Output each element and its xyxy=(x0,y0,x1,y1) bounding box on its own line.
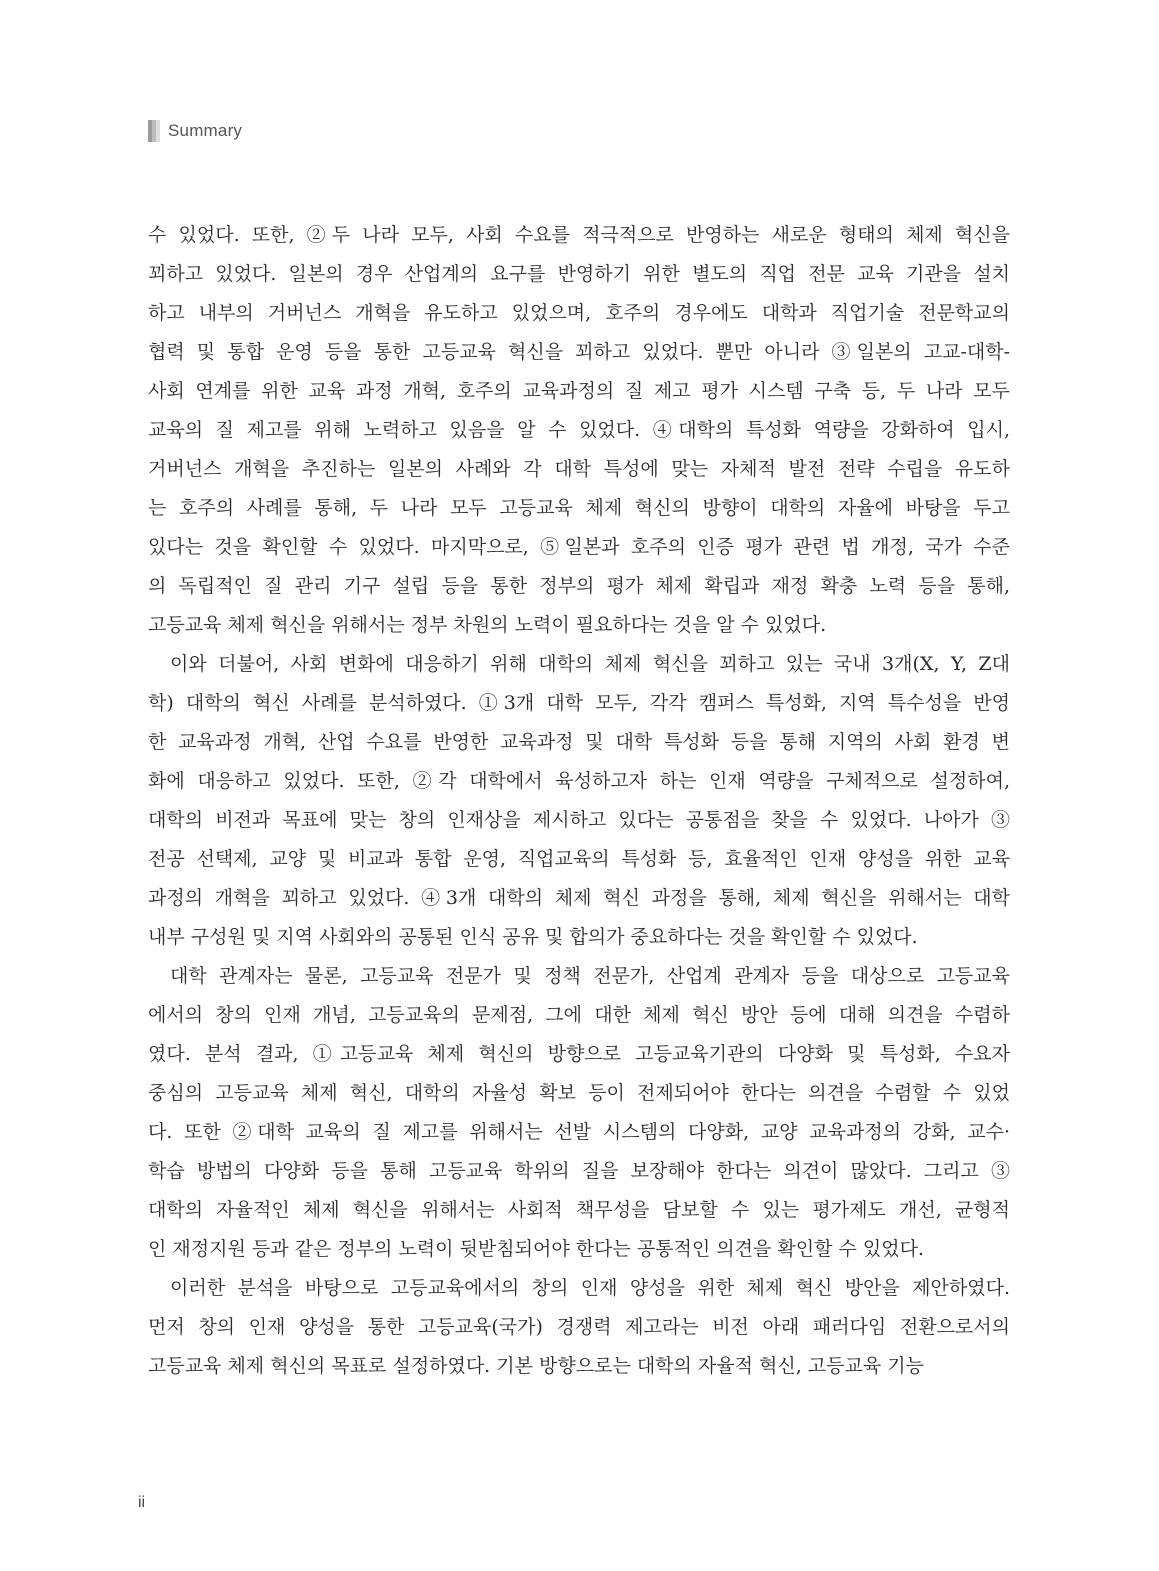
text-line: 내부 구성원 및 지역 사회와의 공통된 인식 공유 및 합의가 중요하다는 것을 확인할 수 있었다. xyxy=(148,926,918,948)
header-bar-icon xyxy=(148,120,160,142)
text-line: 먼저 창의 인재 양성을 통한 고등교육(국가) 경쟁력 제고라는 비전 아래 패러다임 전환으로서의 xyxy=(148,1316,1010,1338)
text-line: 한 교육과정 개혁, 산업 수요를 반영한 교육과정 및 대학 특성화 등을 통해 지역의 사회 환경 변 xyxy=(148,731,1010,753)
text-line: 이러한 분석을 바탕으로 고등교육에서의 창의 인재 양성을 위한 체제 혁신 방안을 제안하였다. xyxy=(170,1277,1010,1299)
text-line: 인 재정지원 등과 같은 정부의 노력이 뒷받침되어야 한다는 공통적인 의견을 확인할 수 있었다. xyxy=(148,1238,924,1260)
text-line: 였다. 분석 결과, ①고등교육 체제 혁신의 방향으로 고등교육기관의 다양화 및 특성화, 수요자 xyxy=(148,1043,1010,1065)
paragraph xyxy=(148,957,1010,1269)
text-line: 수 있었다. 또한, ②두 나라 모두, 사회 수요를 적극적으로 반영하는 새로운 형태의 체제 혁신을 xyxy=(148,224,1010,246)
text-line: 의 독립적인 질 관리 기구 설립 등을 통한 정부의 평가 체제 확립과 재정 확충 노력 등을 통해, xyxy=(148,575,1010,597)
running-header xyxy=(148,118,242,144)
paragraph xyxy=(148,645,1010,957)
text-line: 대학 관계자는 물론, 고등교육 전문가 및 정책 전문가, 산업계 관계자 등을 대상으로 고등교육 xyxy=(170,965,1010,987)
text-line: 는 호주의 사례를 통해, 두 나라 모두 고등교육 체제 혁신의 방향이 대학의 자율에 바탕을 두고 xyxy=(148,497,1010,519)
paragraph xyxy=(148,1269,1010,1386)
text-line: 학) 대학의 혁신 사례를 분석하였다. ①3개 대학 모두, 각각 캠퍼스 특성화, 지역 특수성을 반영 xyxy=(148,692,1010,714)
paragraph xyxy=(148,216,1010,645)
text-line: 고등교육 체제 혁신을 위해서는 정부 차원의 노력이 필요하다는 것을 알 수 있었다. xyxy=(148,614,827,636)
text-line: 거버넌스 개혁을 추진하는 일본의 사례와 각 대학 특성에 맞는 자체적 발전 전략 수립을 유도하 xyxy=(148,458,1010,480)
text-line: 사회 연계를 위한 교육 과정 개혁, 호주의 교육과정의 질 제고 평가 시스템 구축 등, 두 나라 모두 xyxy=(148,380,1010,402)
text-line: 대학의 비전과 목표에 맞는 창의 인재상을 제시하고 있다는 공통점을 찾을 수 있었다. 나아가 ③ xyxy=(148,809,1010,831)
text-line: 하고 내부의 거버넌스 개혁을 유도하고 있었으며, 호주의 경우에도 대학과 직업기술 전문학교의 xyxy=(148,302,1010,324)
text-line: 과정의 개혁을 꾀하고 있었다. ④3개 대학의 체제 혁신 과정을 통해, 체제 혁신을 위해서는 대학 xyxy=(148,887,1010,909)
text-line: 교육의 질 제고를 위해 노력하고 있음을 알 수 있었다. ④대학의 특성화 역량을 강화하여 입시, xyxy=(148,419,1010,441)
text-line: 전공 선택제, 교양 및 비교과 통합 운영, 직업교육의 특성화 등, 효율적인 인재 양성을 위한 교육 xyxy=(148,848,1010,870)
text-line: 대학의 자율적인 체제 혁신을 위해서는 사회적 책무성을 담보할 수 있는 평가제도 개선, 균형적 xyxy=(148,1199,1010,1221)
text-line: 이와 더불어, 사회 변화에 대응하기 위해 대학의 체제 혁신을 꾀하고 있는 국내 3개(X, Y, Z대 xyxy=(170,653,1010,675)
text-line: 화에 대응하고 있었다. 또한, ②각 대학에서 육성하고자 하는 인재 역량을 구체적으로 설정하여, xyxy=(148,770,1010,792)
text-line: 다. 또한 ②대학 교육의 질 제고를 위해서는 선발 시스템의 다양화, 교양 교육과정의 강화, 교수· xyxy=(148,1121,1010,1143)
body-text xyxy=(148,216,1010,1386)
header-title: Summary xyxy=(168,121,243,140)
text-line: 중심의 고등교육 체제 혁신, 대학의 자율성 확보 등이 전제되어야 한다는 의견을 수렴할 수 있었 xyxy=(148,1082,1010,1104)
text-line: 학습 방법의 다양화 등을 통해 고등교육 학위의 질을 보장해야 한다는 의견이 많았다. 그리고 ③ xyxy=(148,1160,1010,1182)
text-line: 있다는 것을 확인할 수 있었다. 마지막으로, ⑤일본과 호주의 인증 평가 관련 법 개정, 국가 수준 xyxy=(148,536,1010,558)
text-line: 에서의 창의 인재 개념, 고등교육의 문제점, 그에 대한 체제 혁신 방안 등에 대해 의견을 수렴하 xyxy=(148,1004,1010,1026)
text-line: 협력 및 통합 운영 등을 통한 고등교육 혁신을 꾀하고 있었다. 뿐만 아니라 ③일본의 고교-대학- xyxy=(148,341,1010,363)
text-line: 꾀하고 있었다. 일본의 경우 산업계의 요구를 반영하기 위한 별도의 직업 전문 교육 기관을 설치 xyxy=(148,263,1010,285)
text-line: 고등교육 체제 혁신의 목표로 설정하였다. 기본 방향으로는 대학의 자율적 혁신, 고등교육 기능 xyxy=(148,1355,924,1377)
page-number: ii xyxy=(138,1494,146,1511)
